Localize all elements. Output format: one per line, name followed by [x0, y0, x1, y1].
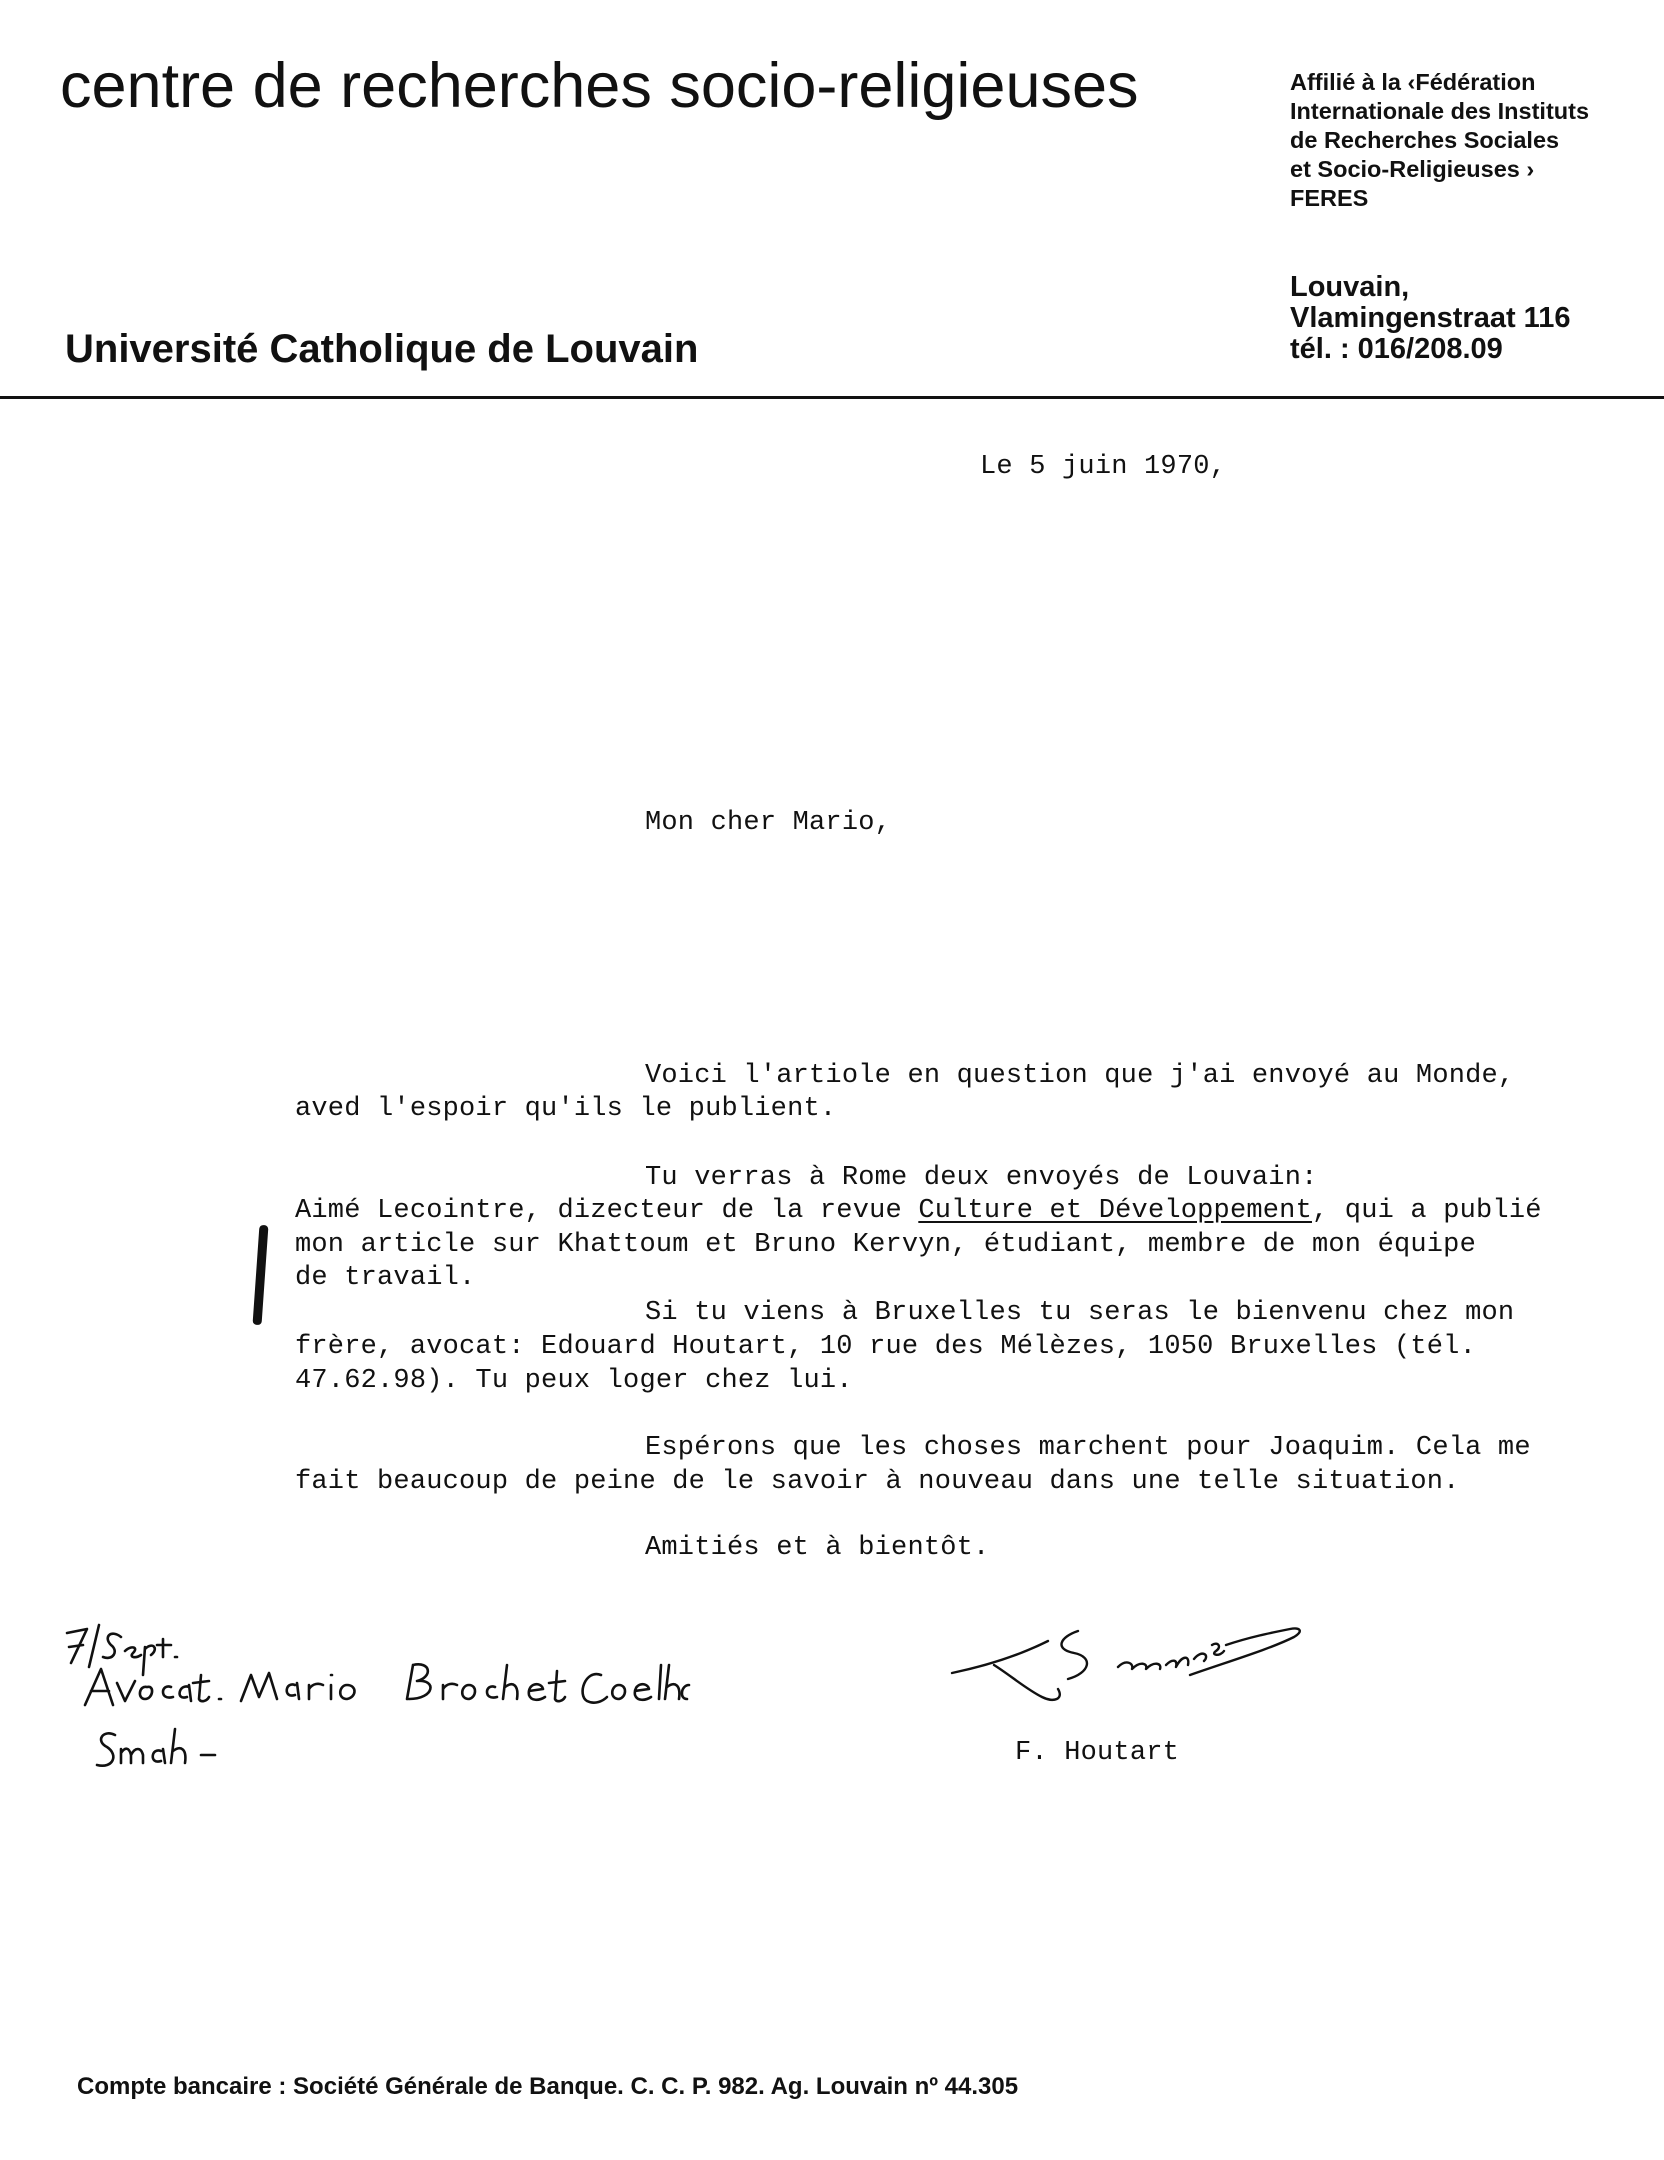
body-line: aved l'espoir qu'ils le publient.: [295, 1094, 837, 1124]
letter-signer: F. Houtart: [1015, 1738, 1180, 1768]
journal-title: Culture et Développement: [918, 1196, 1312, 1226]
body-line: mon article sur Khattoum et Bruno Kervyn, étudiant, membre de mon équipe: [295, 1230, 1476, 1260]
body-text: Aimé Lecointre, dizecteur de la revue: [295, 1196, 919, 1226]
body-line: [295, 1196, 1542, 1226]
body-line: Tu verras à Rome deux envoyés de Louvain:: [645, 1163, 1318, 1193]
letterhead-university: Université Catholique de Louvain: [65, 327, 699, 371]
body-line: de travail.: [295, 1263, 476, 1293]
affiliation-line: Affilié à la ‹Fédération: [1290, 69, 1536, 95]
address-line: Vlamingenstraat 116: [1290, 302, 1571, 334]
address-line: tél. : 016/208.09: [1290, 333, 1503, 365]
letterhead-org-name: centre de recherches socio-religieuses: [60, 51, 1139, 121]
affiliation-line: et Socio-Religieuses ›: [1290, 156, 1535, 182]
letterhead-affiliation: [1290, 68, 1589, 213]
header-divider: [0, 396, 1664, 399]
signature: [950, 1615, 1310, 1725]
letter-closing: Amitiés et à bientôt.: [645, 1533, 990, 1563]
address-line: Louvain,: [1290, 271, 1410, 303]
affiliation-line: Internationale des Instituts: [1290, 98, 1590, 124]
body-line: Voici l'artiole en question que j'ai envoyé au Monde,: [645, 1061, 1515, 1091]
letterhead-address: [1290, 272, 1570, 365]
body-line: Si tu viens à Bruxelles tu seras le bienvenu chez mon: [645, 1298, 1515, 1328]
letter-date: Le 5 juin 1970,: [980, 452, 1227, 482]
body-line: fait beaucoup de peine de le savoir à nouveau dans une telle situation.: [295, 1467, 1460, 1497]
body-text: , qui a publié: [1311, 1196, 1542, 1226]
body-line: 47.62.98). Tu peux loger chez lui.: [295, 1366, 853, 1396]
footer-bank-details: Compte bancaire : Société Générale de Banque. C. C. P. 982. Ag. Louvain nº 44.305: [77, 2073, 1019, 2100]
margin-mark: [253, 1225, 269, 1325]
body-line: frère, avocat: Edouard Houtart, 10 rue des Mélèzes, 1050 Bruxelles (tél.: [295, 1332, 1476, 1362]
affiliation-line: de Recherches Sociales: [1290, 127, 1560, 153]
handwritten-note: [55, 1615, 695, 1790]
letter-salutation: Mon cher Mario,: [645, 808, 892, 838]
affiliation-line: FERES: [1290, 185, 1369, 211]
body-line: Espérons que les choses marchent pour Joaquim. Cela me: [645, 1433, 1531, 1463]
